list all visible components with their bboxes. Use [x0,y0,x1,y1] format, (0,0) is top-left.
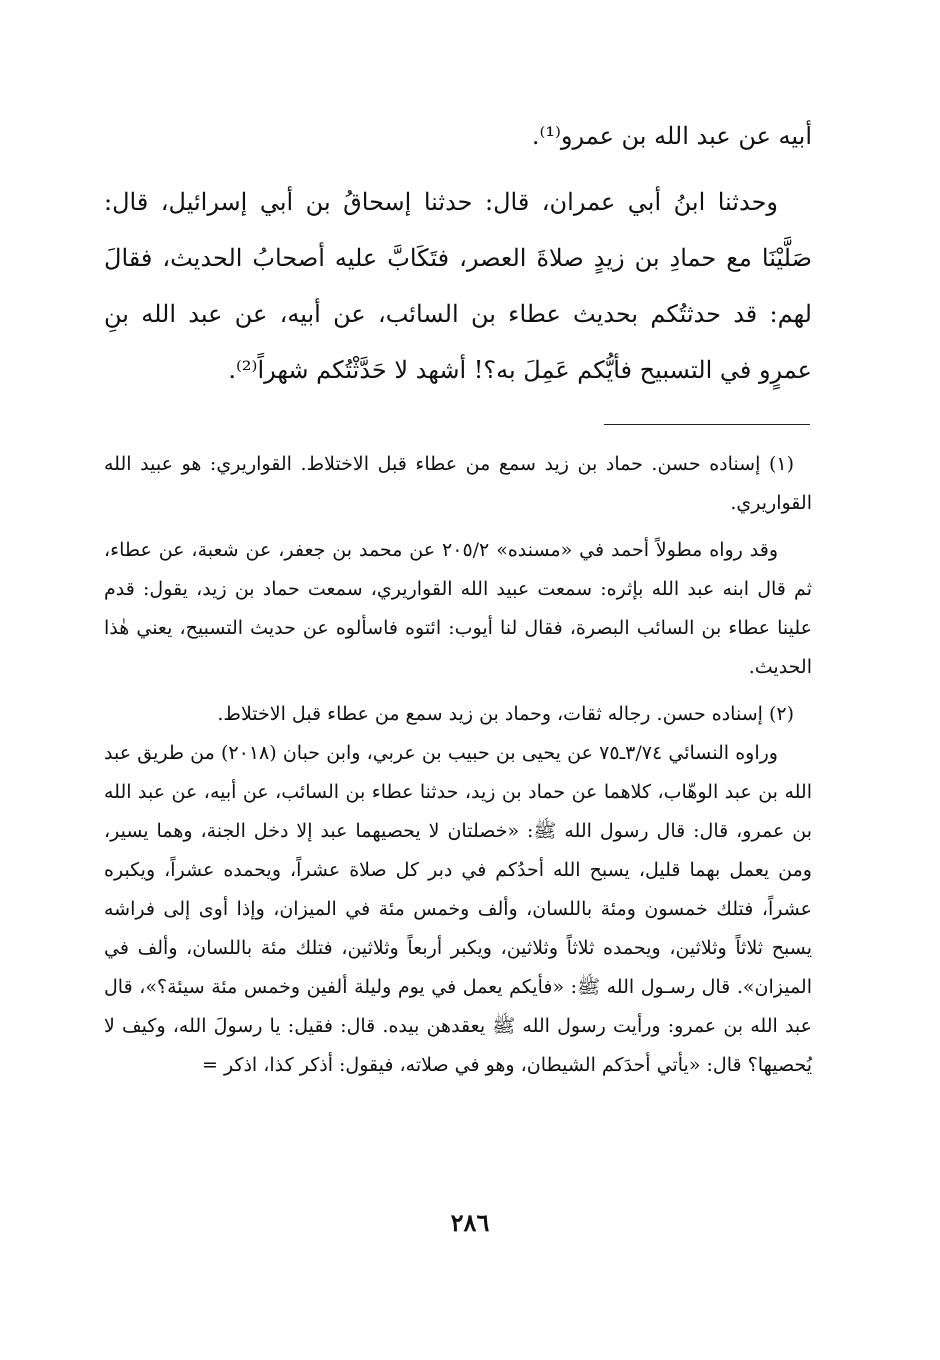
footnote-1: (١) إسناده حسن. حماد بن زيد سمع من عطاء قبل الاختلاط. القواريري: هو عبيد الله القواريري. [104,453,812,514]
footnote-2-continuation: وراوه النسائي ٣/٧٤ـ٧٥ عن يحيى بن حبيب بن عربي، وابن حبان (٢٠١٨) من طريق عبد الله بن عبد الوهّاب، كلاهما عن حماد بن زيد، حدثنا عطاء بن السائب، عن أبيه، عن عبد الله بن عمرو، قال: قال رسول الله ﷺ: «خصلتان لا يحصيهما عبد إلا دخل الجنة، وهما يسير، ومن يعمل بهما قليل، يسبح الله أحدُكم في دبر كل صلاة عشراً، ويحمده عشراً، ويكبره عشراً، فتلك خمسون ومئة باللسان، وألف وخمس مئة في الميزان، وإذا أوى إلى فراشه يسبح ثلاثاً وثلاثين، ويحمده ثلاثاً وثلاثين، ويكبر أربعاً وثلاثين، فتلك مئة باللسان، وألف في الميزان». قال رسـول الله ﷺ: «فأيكم يعمل في يوم وليلة ألفين وخمس مئة سيئة؟»، قال عبد الله بن عمرو: ورأيت رسول الله ﷺ يعقدهن بيده. قال: فقيل: يا رسولَ الله، وكيف لا يُحصيها؟ قال: «يأتي أحدَكم الشيطان، وهو في صلاته، فيقول: أذكر كذا، اذكر = [104,742,812,1076]
main-text [104,108,812,398]
footnote-2: (٢) إسناده حسن. رجاله ثقات، وحماد بن زيد سمع من عطاء قبل الاختلاط. [217,703,794,725]
main-text-top-line: أبيه عن عبد الله بن عمرو⁽¹⁾. [531,122,812,150]
footnote-separator [604,424,810,425]
footnote-1-continuation: وقد رواه مطولاً أحمد في «مسنده» ٢٠٥/٢ عن محمد بن جعفر، عن شعبة، عن عطاء، ثم قال ابنه عبد الله بإثره: سمعت عبيد الله القواريري، سمعت حماد بن زيد، يقول: قدم علينا عطاء بن السائب البصرة، فقال لنا أيوب: ائتوه فاسألوه عن حديث التسبيح، يعني هٰذا الحديث. [104,539,812,678]
footnotes [104,445,812,1085]
page-number: ٢٨٦ [450,1208,490,1237]
main-text-paragraph: وحدثنا ابنُ أبي عمران، قال: حدثنا إسحاقُ بن أبي إسرائيل، قال: صَلَّيْنَا مع حمادِ بن زيدٍ صلاةَ العصر، فتَكَابَّ عليه أصحابُ الحديث، فقالَ لهم: قد حدثتُكم بحديث عطاء بن السائب، عن أبيه، عن عبد الله بنِ عمرٍو في التسبيح فأيُّكم عَمِلَ به؟! أشهد لا حَدَّثْتُكم شهراً⁽²⁾. [104,188,812,384]
